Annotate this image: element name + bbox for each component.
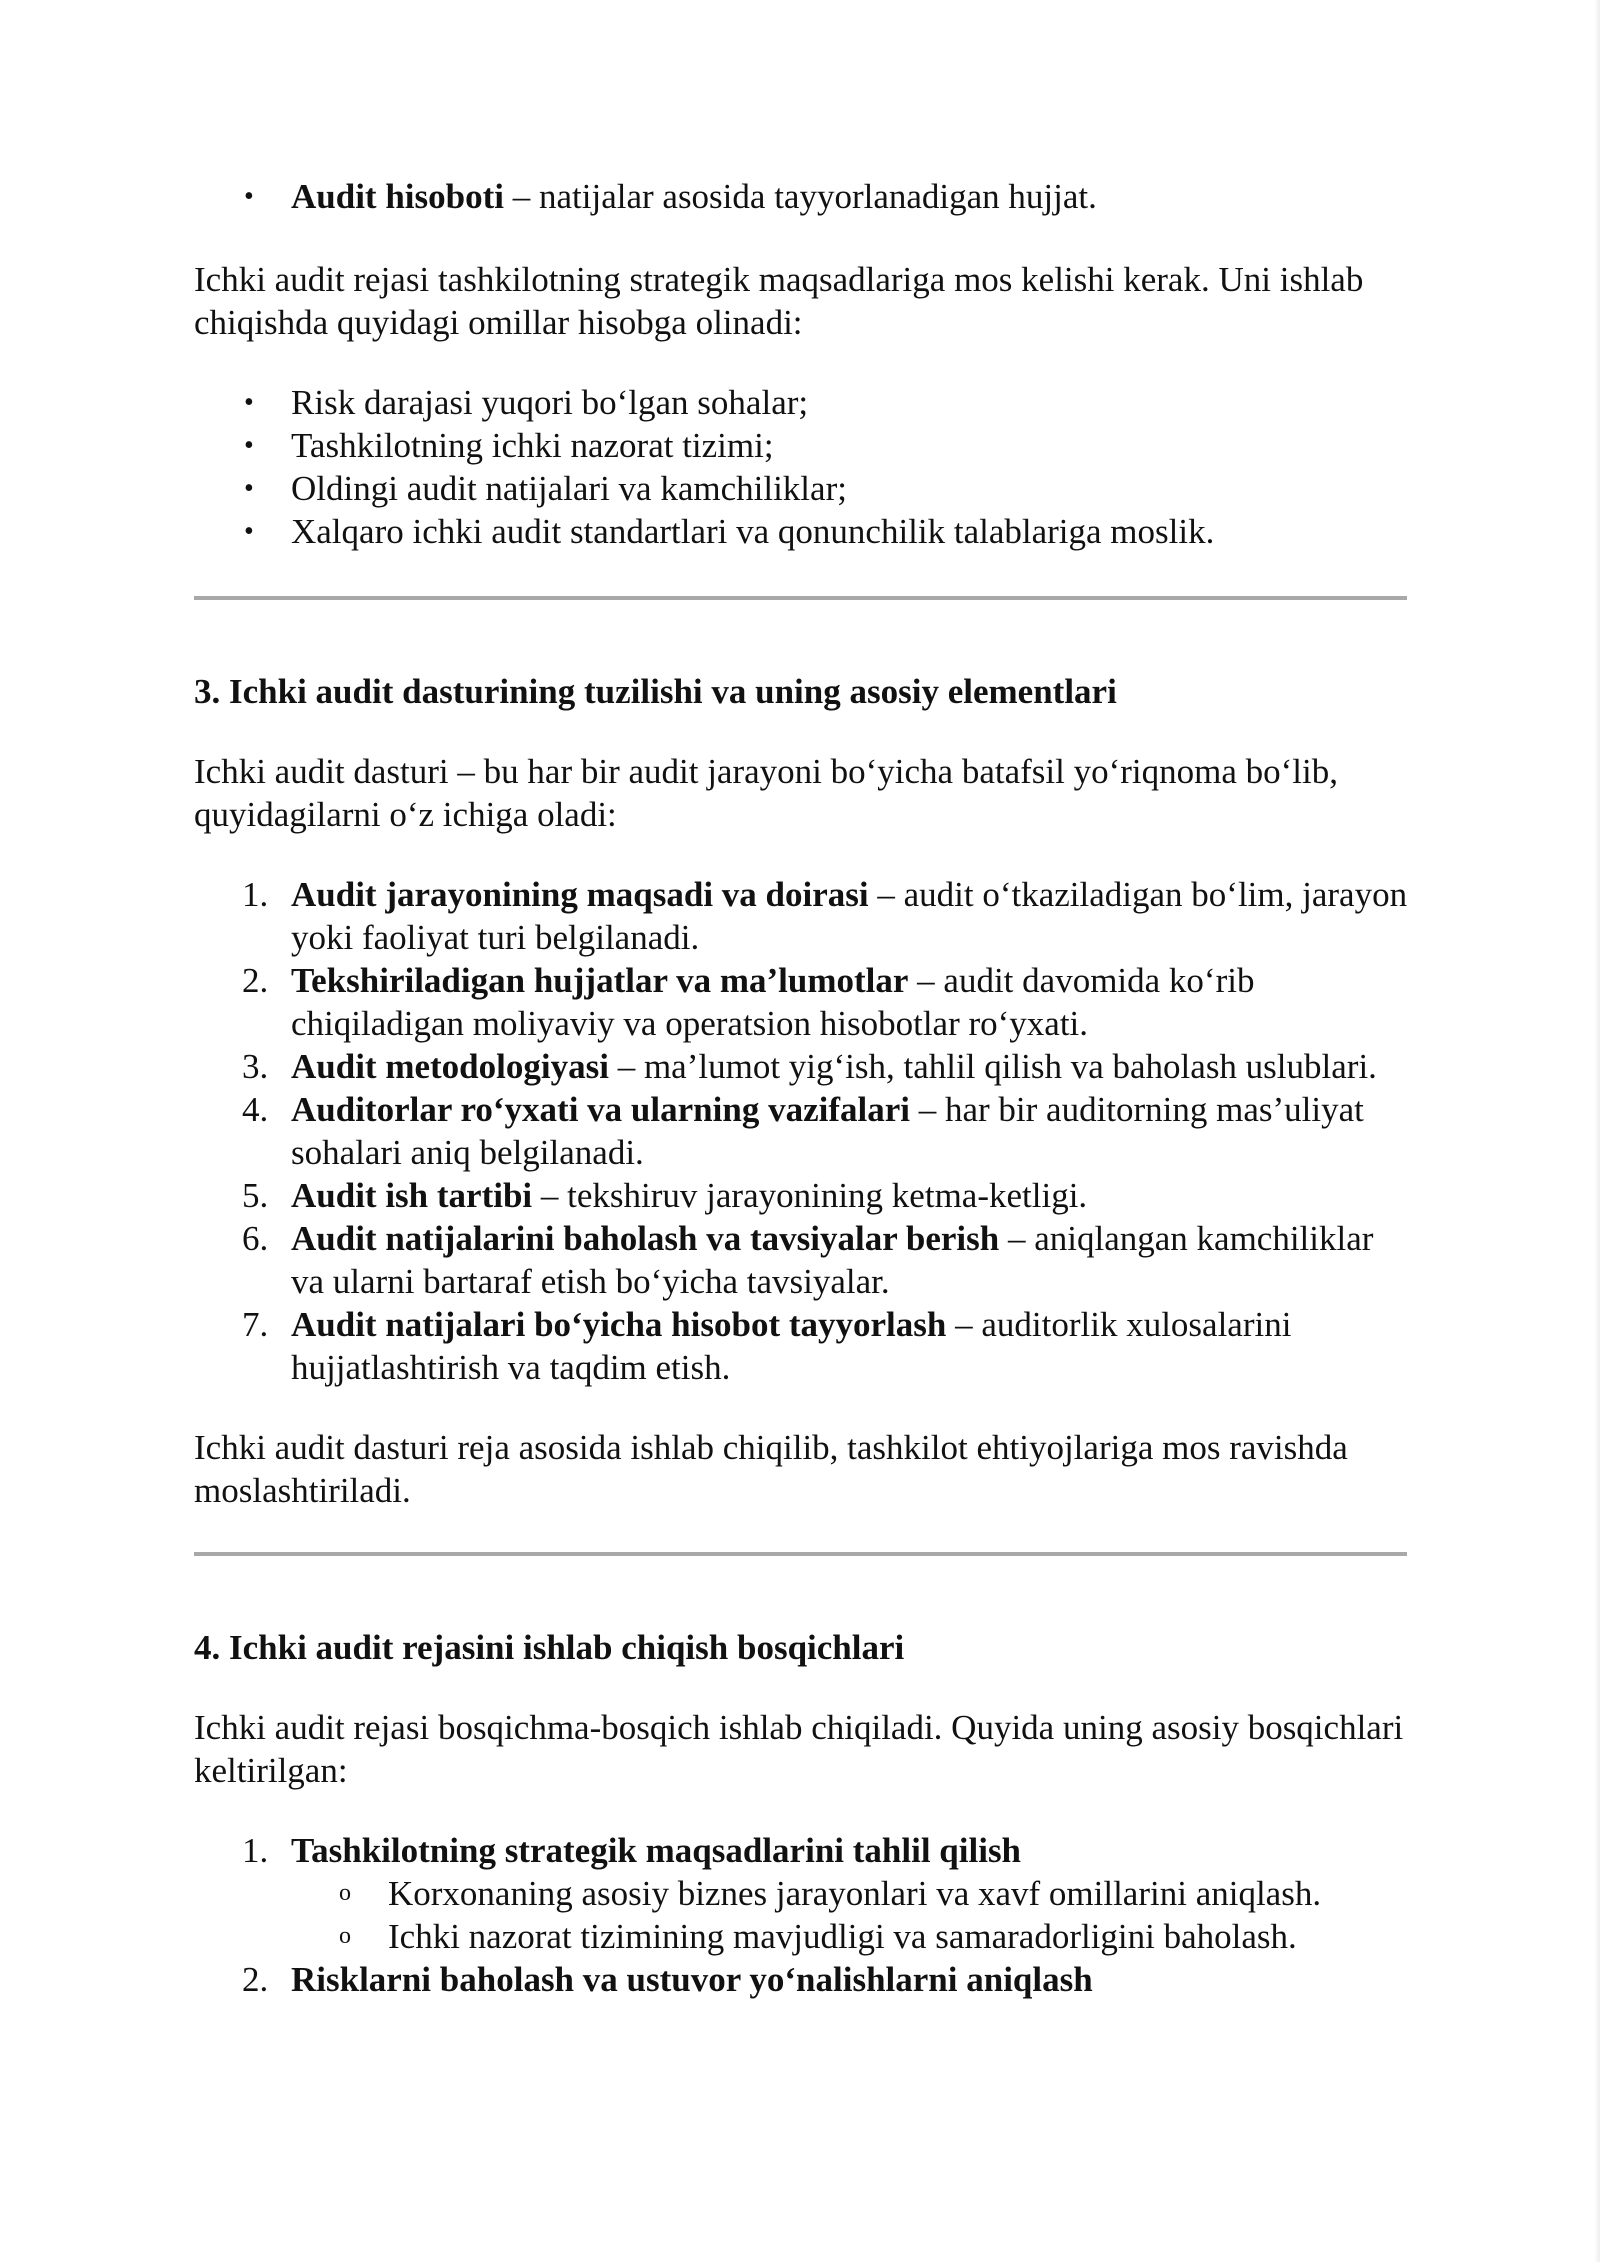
bullet-icon: • [244, 473, 254, 504]
list-item [194, 510, 1409, 553]
item-term: Auditorlar ro‘yxati va ularning vazifalari [291, 1090, 910, 1129]
item-term: Audit metodologiyasi [291, 1047, 609, 1086]
bullet-icon: • [244, 181, 254, 212]
plan-stages-list [194, 1829, 1409, 2001]
bullet-icon: • [244, 387, 254, 418]
list-item-text: Xalqaro ichki audit standartlari va qonunchilik talablariga moslik. [291, 512, 1215, 551]
item-term: Risklarni baholash va ustuvor yo‘nalishlarni aniqlash [291, 1960, 1093, 1999]
list-item-text: Risk darajasi yuqori bo‘lgan sohalar; [291, 383, 809, 422]
section-3-heading: 3. Ichki audit dasturining tuzilishi va uning asosiy elementlari [194, 672, 1117, 711]
numbered-item [194, 1829, 1409, 1958]
item-term: Audit ish tartibi [291, 1176, 533, 1215]
item-text: – ma’lumot yig‘ish, tahlil qilish va baholash uslublari. [608, 1047, 1377, 1086]
item-number: 2. [242, 961, 269, 1000]
section-3-intro: Ichki audit dasturi – bu har bir audit jarayoni bo‘yicha batafsil yo‘riqnoma bo‘lib, quyidagilarni o‘z ichiga oladi: [194, 752, 1338, 834]
numbered-item [194, 1174, 1409, 1217]
item-number: 2. [242, 1960, 269, 1999]
sub-list-item [291, 1915, 1409, 1958]
item-text: – audit o‘tkaziladigan bo‘lim, jarayon yoki faoliyat turi belgilanadi. [291, 875, 1408, 957]
item-term: Audit jarayonining maqsadi va doirasi [291, 875, 869, 914]
item-number: 5. [242, 1176, 269, 1215]
circle-bullet-icon: o [339, 1923, 351, 1949]
item-term: Audit natijalari bo‘yicha hisobot tayyorlash [291, 1305, 947, 1344]
list-item-text: Oldingi audit natijalari va kamchiliklar; [291, 469, 847, 508]
program-elements-list [194, 873, 1409, 1389]
item-number: 6. [242, 1219, 269, 1258]
item-text: – aniqlangan kamchiliklar va ularni bartaraf etish bo‘yicha tavsiyalar. [291, 1219, 1374, 1301]
sub-item-text: Korxonaning asosiy biznes jarayonlari va xavf omillarini aniqlash. [388, 1874, 1322, 1913]
numbered-item [194, 1303, 1409, 1389]
factors-list [194, 381, 1409, 553]
item-text: – har bir auditorning mas’uliyat sohalari aniq belgilanadi. [291, 1090, 1364, 1172]
item-number: 3. [242, 1047, 269, 1086]
numbered-item [194, 959, 1409, 1045]
sub-list [291, 1872, 1409, 1958]
paragraph-plan-intro: Ichki audit rejasi tashkilotning strategik maqsadlariga mos kelishi kerak. Uni ishlab chiqishda quyidagi omillar hisobga olinadi: [194, 260, 1364, 342]
list-item [194, 424, 1409, 467]
list-item-term: Audit hisoboti [291, 177, 504, 216]
section-3-outro: Ichki audit dasturi reja asosida ishlab chiqilib, tashkilot ehtiyojlariga mos ravishda moslashtiriladi. [194, 1428, 1348, 1510]
list-item [194, 175, 1409, 218]
page-edge-shadow [1594, 0, 1600, 2262]
section-4-heading: 4. Ichki audit rejasini ishlab chiqish bosqichlari [194, 1628, 905, 1667]
item-number: 1. [242, 1831, 269, 1870]
list-item [194, 381, 1409, 424]
circle-bullet-icon: o [339, 1880, 351, 1906]
numbered-item [194, 1045, 1409, 1088]
item-term: Audit natijalarini baholash va tavsiyalar berish [291, 1219, 1000, 1258]
sub-list-item [291, 1872, 1409, 1915]
item-text: – audit davomida ko‘rib chiqiladigan moliyaviy va operatsion hisobotlar ro‘yxati. [291, 961, 1255, 1043]
item-term: Tekshiriladigan hujjatlar va ma’lumotlar [291, 961, 909, 1000]
item-number: 1. [242, 875, 269, 914]
item-text: – auditorlik xulosalarini hujjatlashtirish va taqdim etish. [291, 1305, 1292, 1387]
numbered-item [194, 1958, 1409, 2001]
item-number: 7. [242, 1305, 269, 1344]
document-page [194, 175, 1409, 2001]
list-item-text: – natijalar asosida tayyorlanadigan hujjat. [504, 177, 1097, 216]
list-item-text: Tashkilotning ichki nazorat tizimi; [291, 426, 774, 465]
item-text: – tekshiruv jarayonining ketma-ketligi. [532, 1176, 1088, 1215]
numbered-item [194, 873, 1409, 959]
list-item [194, 467, 1409, 510]
numbered-item [194, 1217, 1409, 1303]
item-term: Tashkilotning strategik maqsadlarini tahlil qilish [291, 1831, 1022, 1870]
top-bullet-list [194, 175, 1409, 218]
bullet-icon: • [244, 516, 254, 547]
bullet-icon: • [244, 430, 254, 461]
item-number: 4. [242, 1090, 269, 1129]
section-4-intro: Ichki audit rejasi bosqichma-bosqich ishlab chiqiladi. Quyida uning asosiy bosqichlari keltirilgan: [194, 1708, 1404, 1790]
numbered-item [194, 1088, 1409, 1174]
sub-item-text: Ichki nazorat tizimining mavjudligi va samaradorligini baholash. [388, 1917, 1297, 1956]
